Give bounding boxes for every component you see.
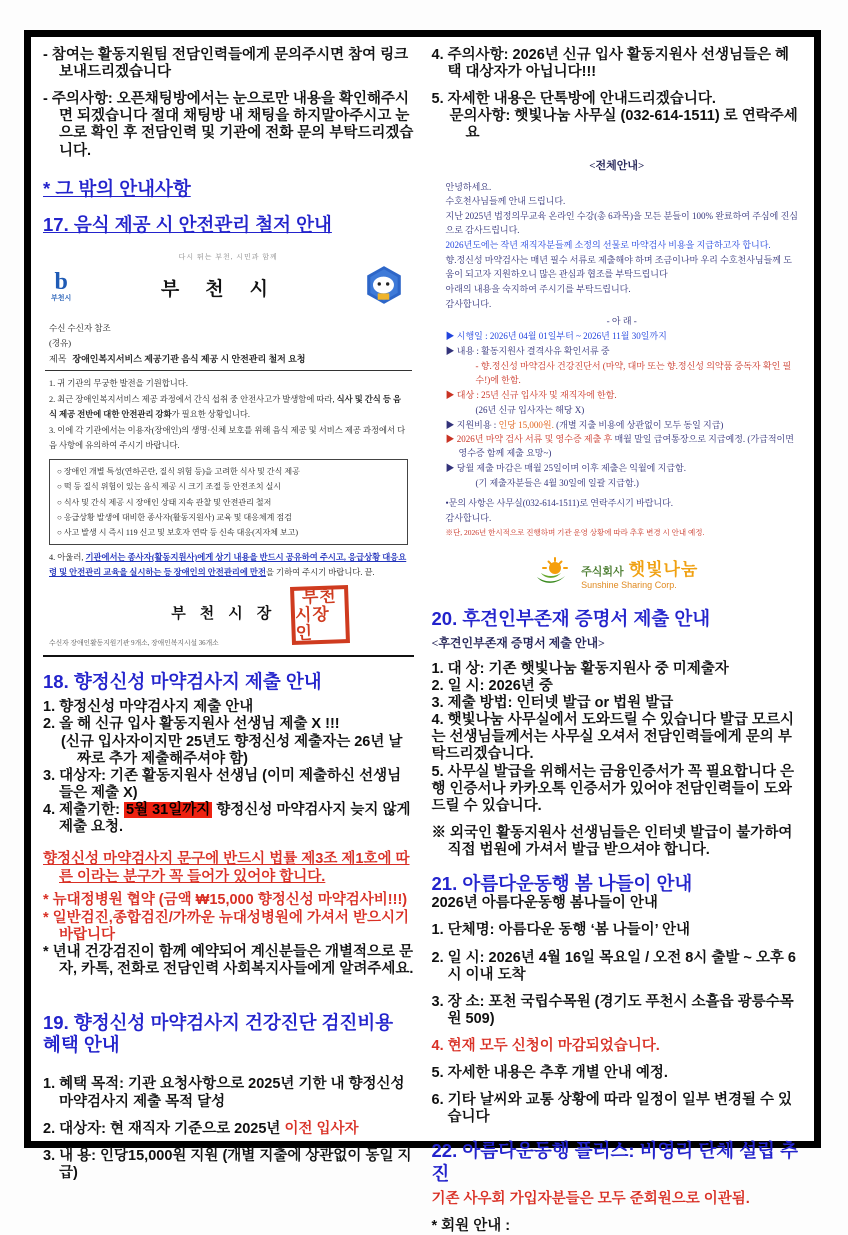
section20-note: ※ 외국인 활동지원사 선생님들은 인터넷 발급이 불가하여 직접 법원에 가셔서 발급 받으셔야 합니다. xyxy=(431,824,793,859)
notice-line: 감사합니다. xyxy=(445,299,492,310)
benefit-item-5a: 5. 자세한 내용은 단톡방에 안내드리겠습니다. xyxy=(431,91,716,108)
doc-paragraph-1: 1. 귀 기관의 무궁한 발전을 기원합니다. xyxy=(49,378,188,388)
doc-safety-box xyxy=(49,459,408,545)
section20-item-5: 5. 사무실 발급을 위해서는 금융인증서가 꼭 필요합니다 은행 인증서나 카카오톡 인증서가 있어야 전담인력들이 도와드릴 수 있습니다. xyxy=(431,763,794,814)
notice-sheet xyxy=(24,30,821,1234)
doc-box-item: ○ 장애인 개별 특성(연하곤란, 질식 위험 등)을 고려한 식사 및 간식 제공 xyxy=(57,467,300,477)
notice-bullet-deadline: ▶ 당월 제출 마감은 매월 25일이며 이후 제출은 익월에 지급함. xyxy=(445,463,686,474)
doc-footer-recipients: 수신자 장애인활동지원기관 9개소, 장애인복지시설 36개소 xyxy=(49,640,219,648)
company-name-english: Sunshine Sharing Corp. xyxy=(581,579,677,590)
notice-line: 향.정신성 마약검사는 매년 필수 서류로 제출해야 하며 조금이나마 우리 수호천사님들께 도움이 되고자 지원하오니 많은 관심과 협조를 부탁드립니다 xyxy=(445,255,792,280)
notice-below-divider: - 아 래 - xyxy=(606,315,637,326)
doc-paragraph-3: 3. 이에 각 기관에서는 이용자(장애인)의 생명·신체 보호를 위해 음식 제공 및 서비스 제공 과정에서 다음 사항에 유의하여 주시기 바랍니다. xyxy=(49,426,406,450)
section18-star-1: * 뉴대정병원 협약 (금액 ₩15,000 향정신성 마약검사비!!!) xyxy=(43,892,408,909)
doc-box-item: ○ 떡 등 질식 위험이 있는 음식 제공 시 크기 조절 등 안전조치 실시 xyxy=(57,482,282,492)
section19-item-1: 1. 혜택 목적: 기관 요청사항으로 2025년 기한 내 향정신성 마약검사지 제출 목적 달성 xyxy=(43,1076,405,1110)
section21-title: 21. 아름다운동행 봄 나들이 안내 xyxy=(431,873,693,895)
section19-item-2: 2. 대상자: 현 재직자 기준으로 2025년 이전 입사자 xyxy=(43,1120,359,1137)
doc-recipient: 수신 수신자 참조 xyxy=(49,323,111,334)
misc-heading: * 그 밖의 안내사항 xyxy=(43,177,191,199)
notice-bullet-target: ▶ 대상 : 25년 신규 입사자 및 재직자에 한함. xyxy=(445,389,617,400)
section21-item-1: 1. 단체명: 아름다운 동행 ‘봄 나들이’ 안내 xyxy=(431,922,690,939)
company-logo xyxy=(432,555,803,590)
notice-line: 안녕하세요. xyxy=(445,181,492,192)
company-name: 햇빛나눔 xyxy=(628,559,699,579)
section20-item-3: 3. 제출 방법: 인터넷 발급 or 법원 발급 xyxy=(431,695,674,712)
doc-signature: 부천시장 xyxy=(171,606,286,623)
section18-star-3: * 년내 건강검진이 함께 예약되어 계신분들은 개별적으로 문자, 카톡, 전화로 전담인력 사회복지사들에게 알려주세요. xyxy=(43,943,414,977)
doc-via: (경유) xyxy=(49,338,72,349)
section19-item-3: 3. 내 용: 인당15,000원 지원 (개별 지출에 상관없이 동일 지급) xyxy=(43,1147,412,1181)
notice-bullet-payment: ▶ 2026년 마약 검사 서류 및 영수증 제출 후 매월 말일 급여통장으로 지급예정. (가급적이면 영수증 함께 제출 요망~) xyxy=(445,434,794,459)
notice-footnote: ※단, 2026년 한시적으로 진행하며 기관 운영 상황에 따라 추후 변경 시 안내 예정. xyxy=(445,528,705,538)
bucheon-logo-label: 부천시 xyxy=(51,294,72,303)
section21-item-5: 5. 자세한 내용은 추후 개별 안내 예정. xyxy=(431,1065,668,1082)
intro-bullet-2: - 주의사항: 오픈채팅방에서는 눈으로만 내용을 확인해주시면 되겠습니다 절대 채팅방 내 채팅을 하지말아주시고 눈으로 확인 후 전담인력 및 기관에 전화 문의 부탁드리겠습니다. xyxy=(43,91,414,159)
section18-item-3: 3. 대상자: 기존 활동지원사 선생님 (이미 제출하신 선생님들은 제출 X) xyxy=(43,767,402,801)
section19-title: 19. 향정신성 마약검사지 건강진단 검진비용 혜택 안내 xyxy=(43,1012,394,1056)
section18-item-1: 1. 향정신성 마약검사지 제출 안내 xyxy=(43,699,254,716)
section22-title: 22. 아름다운동행 플러스: 비영리 단체 설립 추진 xyxy=(431,1140,799,1184)
notice-bullet-content: ▶ 내용 : 활동지원사 결격사유 확인서류 중 xyxy=(445,345,610,356)
section18-item-2b: (신규 입사자이지만 25년도 향정신성 제출자는 26년 날짜로 추가 제출해주셔야 함) xyxy=(61,733,403,767)
doc-box-item: ○ 식사 및 간식 제공 시 장애인 상태 지속 관찰 및 안전관리 철저 xyxy=(57,497,272,507)
doc-paragraph-2: 2. 최근 장애인복지서비스 제공 과정에서 간식 섭취 중 안전사고가 발생함에 따라, 식사 및 간식 등 음식 제공 전반에 대한 안전관리 강화가 필요한 상황입니다. xyxy=(49,395,401,419)
section17-title: 17. 음식 제공 시 안전관리 철저 안내 xyxy=(43,213,332,235)
doc-subject-text: 장애인복지서비스 제공기관 음식 제공 시 안전관리 철저 요청 xyxy=(72,353,306,364)
doc-city-title: 부천시 xyxy=(160,279,294,301)
notice-sheet-inner xyxy=(29,35,816,1234)
section21-subtitle: 2026년 아름다운동행 봄나들이 안내 xyxy=(431,895,658,912)
notice-line: 수호천사님들께 안내 드립니다. xyxy=(445,196,566,207)
section18-item-4: 4. 제출기한: 5월 31일까지 향정신성 마약검사지 늦지 않게 제출 요청. xyxy=(43,802,411,836)
section21-item-4: 4. 현재 모두 신청이 마감되었습니다. xyxy=(431,1037,660,1054)
notice-bullet-target-sub: (26년 신규 입사자는 해당 X) xyxy=(475,404,585,415)
benefit-item-4: 4. 주의사항: 2026년 신규 입사 활동지원사 선생님들은 혜택 대상자가 아닙니다!!! xyxy=(431,47,790,81)
section18-item-2: 2. 올 해 신규 입사 활동지원사 선생님 제출 X !!! xyxy=(43,716,340,733)
intro-bullet-1: - 참여는 활동지원팀 전담인력들에게 문의주시면 참여 링크 보내드리겠습니다 xyxy=(43,47,409,81)
section20-item-2: 2. 일 시: 2026년 중 xyxy=(431,678,553,695)
company-prefix: 주식회사 xyxy=(581,565,624,578)
notice-blue-line: 2026년도에는 작년 재직자분들께 소정의 선물로 마약검사 비용을 지급하고자 합니다. xyxy=(445,240,771,251)
notice-heading: <전체안내> xyxy=(589,159,645,172)
notice-line: 지난 2025년 법정의무교육 온라인 수강(총 6과목)을 모든 분들이 100% 완료하여 주심에 진심으로 감사드립니다. xyxy=(445,211,798,236)
benefit-item-5b: 문의사항: 햇빛나눔 사무실 (032-614-1511) 로 연락주세요 xyxy=(449,108,798,142)
doc-box-item: ○ 사고 발생 시 즉시 119 신고 및 보호자 연락 등 신속 대응(지자체 보고) xyxy=(57,527,299,537)
mayor-seal-stamp: 부천 시장인 xyxy=(290,585,350,645)
deadline-highlight: 5월 31일까지 xyxy=(126,802,211,819)
doc-subject-label: 제목 xyxy=(49,353,67,364)
notice-thanks: 감사합니다. xyxy=(445,513,492,524)
section20-title: 20. 후견인부존재 증명서 제출 안내 xyxy=(431,607,711,629)
doc-box-item: ○ 응급상황 발생에 대비한 종사자(활동지원사) 교육 및 대응체계 점검 xyxy=(57,512,292,522)
bucheon-logo-glyph: b xyxy=(54,268,68,295)
section20-subtitle: <후견인부존재 증명서 제출 안내> xyxy=(431,635,605,650)
notice-line: 아래의 내용을 숙지하여 주시기를 부탁드립니다. xyxy=(445,284,631,295)
bucheon-official-letter xyxy=(43,248,414,657)
section22-member-label: * 회원 안내 : xyxy=(431,1217,511,1234)
section22-red-line: 기존 사우회 가입자분들은 모두 준회원으로 이관됨. xyxy=(431,1190,750,1207)
doc-paragraph-4: 4. 아울러, 기관에서는 종사자(활동지원사)에게 상기 내용을 반드시 공유하여 주시고, 응급상황 대응요령 및 안전관리 교육을 실시하는 등 장애인의 안전관리에 만전을 기하여 주시기 바랍니다. 끝. xyxy=(49,553,407,577)
notice-bullet-support-cost: ▶ 지원비용 : 인당 15,000원. (개별 지출 비용에 상관없이 모두 동일 지급) xyxy=(445,419,724,430)
doc-body xyxy=(45,377,412,454)
notice-bullet-content-detail: - 향.정신성 마약검사 건강진단서 (마약, 대마 또는 향.정신성 의약품 중독자 확인 필수!)에 한함. xyxy=(475,360,792,385)
section21-item-2: 2. 일 시: 2026년 4월 16일 목요일 / 오전 8시 출발 ~ 오후 6시 이내 도착 xyxy=(431,949,796,983)
section18-title: 18. 향정신성 마약검사지 제출 안내 xyxy=(43,671,322,693)
sunshine-logo-icon xyxy=(535,555,575,590)
bucheon-city-logo xyxy=(51,268,72,304)
notice-contact: •문의 사항은 사무실(032-614-1511)로 연락주시기 바랍니다. xyxy=(445,498,674,509)
notice-bullet-start-date: ▶ 시행일 : 2026년 04월 01일부터 ~ 2026년 11월 30일까지 xyxy=(445,330,667,341)
section18-warning: 향정신성 마약검사지 문구에 반드시 법률 제3조 제1호에 따른 이라는 분구가 꼭 들어가 있어야 합니다. xyxy=(43,851,410,886)
section20-item-1: 1. 대 상: 기존 햇빛나눔 활동지원사 중 미제출자 xyxy=(431,660,729,677)
doc-signature-row xyxy=(171,586,338,643)
section20-item-4: 4. 햇빛나눔 사무실에서 도와드릴 수 있습니다 발급 모르시는 선생님들께서는 사무실 오셔서 전담인력들에게 문의 부탁드리겠습니다. xyxy=(431,712,794,763)
section21-item-3: 3. 장 소: 포천 국립수목원 (경기도 푸천시 소흘읍 광릉수목원 509) xyxy=(431,993,794,1027)
general-notice-block xyxy=(432,181,803,539)
notice-bullet-deadline-sub: (기 제출자분들은 4월 30일에 일괄 지급함.) xyxy=(475,478,639,489)
section18-star-2: * 일반검진,종합검진/가까운 뉴대성병원에 가셔서 받으시기 바랍니다 xyxy=(43,909,409,943)
doc-subject-line xyxy=(45,352,412,371)
section21-item-6: 6. 기타 날씨와 교통 상황에 따라 일정이 일부 변경될 수 있습니다 xyxy=(431,1092,793,1126)
left-column xyxy=(43,47,414,1181)
doc-meta xyxy=(45,321,412,352)
doc-tagline: 다시 뛰는 부천, 시민과 함께 xyxy=(178,253,278,262)
right-column xyxy=(431,47,803,1234)
bucheon-mascot-icon xyxy=(363,264,405,311)
